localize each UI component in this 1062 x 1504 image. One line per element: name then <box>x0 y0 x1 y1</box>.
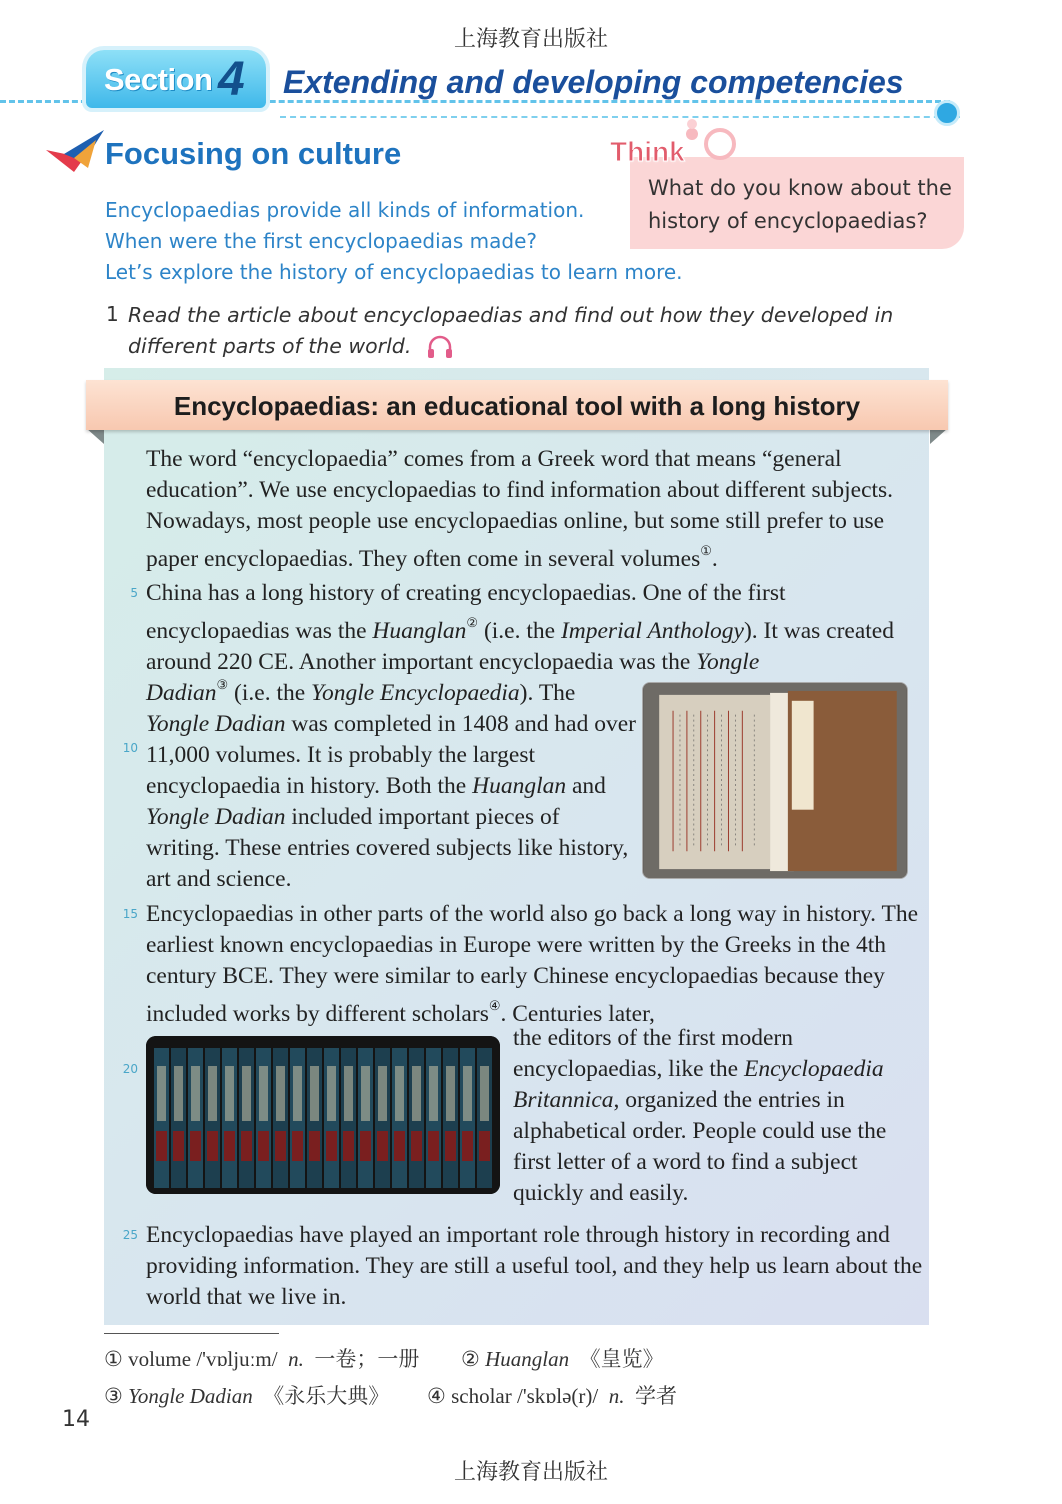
book-spine-label <box>344 1066 353 1121</box>
think-label: Think <box>610 136 685 167</box>
article-paragraph-4: Encyclopaedias have played an important role through history in recording and providing information. They are still a useful tool, and they help us learn about the world that we live in. <box>146 1222 923 1310</box>
intro-line: When were the first encyclopaedias made? <box>105 229 538 253</box>
page-number: 14 <box>62 1407 90 1432</box>
activity-number: 1 <box>106 302 119 326</box>
footnote-mark-2: ② <box>466 615 479 630</box>
book-spine-band <box>241 1131 252 1161</box>
footnote-mark-3: ③ <box>216 677 229 692</box>
p2-text: ). It was created around 220 CE. Another important encyclopaedia was the <box>146 617 894 675</box>
footnote-chinese: 《皇览》 <box>579 1347 664 1371</box>
article-paragraph-2 <box>146 578 906 678</box>
footnote-mark: ① <box>104 1347 123 1371</box>
term-dadian: Dadian <box>146 679 217 706</box>
book-spine-band <box>207 1131 218 1161</box>
article-paragraph-1: The word “encyclopaedia” comes from a Greek word that means “general education”. We use encyclopaedias to find information about different subjects. Nowadays, most people use encyclopaedias online, but some still prefer to use paper encyclopaedias. They often come in several volumes①. <box>146 446 894 572</box>
book-spine-band <box>377 1131 388 1161</box>
p3-text: the editors of the first modern encyclopaedias, like the <box>513 1025 793 1082</box>
banner-end-dot <box>934 100 960 126</box>
book-spine-band <box>173 1131 184 1161</box>
book-spine-band <box>258 1131 269 1161</box>
focus-title: Focusing on culture <box>105 136 402 171</box>
footnote-mark-1: ① <box>700 543 712 558</box>
book-spine-band <box>411 1131 422 1161</box>
headphone-icon[interactable] <box>426 335 454 359</box>
footnote-chinese: 《永乐大典》 <box>263 1384 390 1408</box>
publisher-header: 上海教育出版社 <box>453 27 608 52</box>
book-spine-label <box>191 1066 200 1121</box>
footnote-ipa: /'vɒljuːm/ <box>196 1347 278 1371</box>
book-spine-band <box>428 1131 439 1161</box>
p2-text: was completed in 1408 and had over 11,000 volumes. It is probably the largest encyclopaedia in history. Both the <box>146 710 636 799</box>
line-number: 5 <box>130 586 138 600</box>
p2-text: China has a long history of creating encyclopaedias. One of the first encyclopaedias was the <box>146 580 786 644</box>
line-number: 15 <box>122 907 138 921</box>
book-spine-label <box>480 1066 489 1121</box>
footnote-2 <box>461 1343 664 1373</box>
article-paragraph-3-continued <box>513 1023 913 1209</box>
footnote-mark: ③ <box>104 1384 123 1408</box>
footnote-3 <box>104 1380 389 1410</box>
book-spine-label <box>378 1066 387 1121</box>
think-bubbles-icon <box>680 118 740 162</box>
line-number: 25 <box>122 1228 138 1242</box>
footnote-word: scholar <box>451 1384 512 1408</box>
book-spine-band <box>156 1131 167 1161</box>
p2-text: (i.e. the <box>478 617 561 644</box>
section-word: Section <box>104 62 213 97</box>
book-spine-label <box>225 1066 234 1121</box>
bird-icon <box>44 128 106 174</box>
book-spine-band <box>394 1131 405 1161</box>
book-spine-band <box>190 1131 201 1161</box>
book-spine-band <box>343 1131 354 1161</box>
book-spine-label <box>174 1066 183 1121</box>
section-number: 4 <box>218 53 245 106</box>
term-huanglan: Huanglan <box>472 772 567 799</box>
book-spine-label <box>395 1066 404 1121</box>
book-spine-label <box>242 1066 251 1121</box>
book-spine-band <box>445 1131 456 1161</box>
activity-instruction <box>128 300 928 362</box>
footnote-word: volume <box>128 1347 192 1371</box>
book-spine-label <box>361 1066 370 1121</box>
think-question: What do you know about the history of encyclopaedias? <box>648 176 952 233</box>
footnote-rule <box>104 1333 279 1334</box>
footnote-mark: ④ <box>427 1384 446 1408</box>
intro-line: Encyclopaedias provide all kinds of information. <box>105 198 585 222</box>
term-yongle-dadian: Yongle Dadian <box>146 803 286 830</box>
term-britannica: Encyclopaedia Britannica <box>513 1056 884 1113</box>
ribbon-fold-left <box>86 428 104 444</box>
book-spine-label <box>276 1066 285 1121</box>
footnote-4 <box>427 1380 677 1410</box>
book-spine-label <box>429 1066 438 1121</box>
book-spine-label <box>310 1066 319 1121</box>
footnote-chinese: 一卷；一册 <box>314 1347 420 1371</box>
article-paragraph-2-continued <box>146 671 636 895</box>
book-spine-label <box>463 1066 472 1121</box>
book-spine-band <box>326 1131 337 1161</box>
ribbon-fold-right <box>930 428 948 444</box>
term-imperial-anthology: Imperial Anthology <box>560 617 744 644</box>
p2-text: ). The <box>519 679 576 706</box>
p3-text: , organized the entries in alphabetical order. People could use the first letter of a word to find a subject quickly and easily. <box>513 1087 887 1206</box>
book-spine-band <box>309 1131 320 1161</box>
article-paragraph-3 <box>146 899 926 1030</box>
book-spine-label <box>293 1066 302 1121</box>
footnote-pos: n. <box>608 1384 625 1408</box>
footnote-pos: n. <box>288 1347 304 1371</box>
footnote-word: Yongle Dadian <box>128 1384 253 1408</box>
book-spine-band <box>462 1131 473 1161</box>
p2-text: and <box>566 772 606 799</box>
term-yongle-dadian: Yongle Dadian <box>146 710 286 737</box>
footnote-ipa: /'skɒlə(r)/ <box>516 1384 599 1408</box>
term-yongle-encyclopaedia: Yongle Encyclopaedia <box>311 679 520 706</box>
book-spine-label <box>157 1066 166 1121</box>
line-number: 20 <box>122 1062 138 1076</box>
encyclopaedia-volumes-photo <box>146 1036 500 1194</box>
p2-text: included important pieces of writing. These entries covered subjects like history, art and science. <box>146 803 629 892</box>
p3-text: Encyclopaedias in other parts of the world also go back a long way in history. The earliest known encyclopaedias in Europe were written by the Greeks in the 4th century BCE. They were similar to early Chinese encyclopaedias because they included works by different scholars <box>146 901 919 1027</box>
footnote-1 <box>104 1343 419 1373</box>
book-spine-label <box>208 1066 217 1121</box>
footnote-mark: ② <box>461 1347 480 1371</box>
term-huanglan: Huanglan <box>372 617 467 644</box>
article-title: Encyclopaedias: an educational tool with a long history <box>86 380 948 430</box>
term-yongle: Yongle <box>696 648 760 675</box>
activity-instruction-text: Read the article about encyclopaedias and find out how they developed in different parts of the world. <box>128 303 894 358</box>
book-spine-label <box>259 1066 268 1121</box>
book-spine-band <box>224 1131 235 1161</box>
footnote-word: Huanglan <box>485 1347 570 1371</box>
footnote-chinese: 学者 <box>634 1384 677 1408</box>
book-spine-label <box>446 1066 455 1121</box>
book-spine-band <box>292 1131 303 1161</box>
footnote-mark-4: ④ <box>488 998 501 1013</box>
line-number: 10 <box>122 741 138 755</box>
book-spine-label <box>327 1066 336 1121</box>
book-spine-band <box>479 1131 490 1161</box>
book-spine-label <box>412 1066 421 1121</box>
yongle-dadian-photo <box>642 682 908 879</box>
book-spine-band <box>275 1131 286 1161</box>
book-spine-band <box>360 1131 371 1161</box>
intro-line: Let’s explore the history of encyclopaedias to learn more. <box>105 260 683 284</box>
p1-text: The word “encyclopaedia” comes from a Greek word that means “general education”. We use encyclopaedias to find information about different subjects. Nowadays, most people use encyclopaedias online, but some still prefer to use paper encyclopaedias. They often come in several volumes <box>146 446 894 572</box>
p3-text: . Centuries later, <box>500 1000 655 1027</box>
publisher-footer: 上海教育出版社 <box>453 1460 608 1485</box>
section-title: Extending and developing competencies <box>283 64 904 100</box>
p2-text: (i.e. the <box>228 679 312 706</box>
banner-dashed-line-secondary <box>280 116 960 118</box>
